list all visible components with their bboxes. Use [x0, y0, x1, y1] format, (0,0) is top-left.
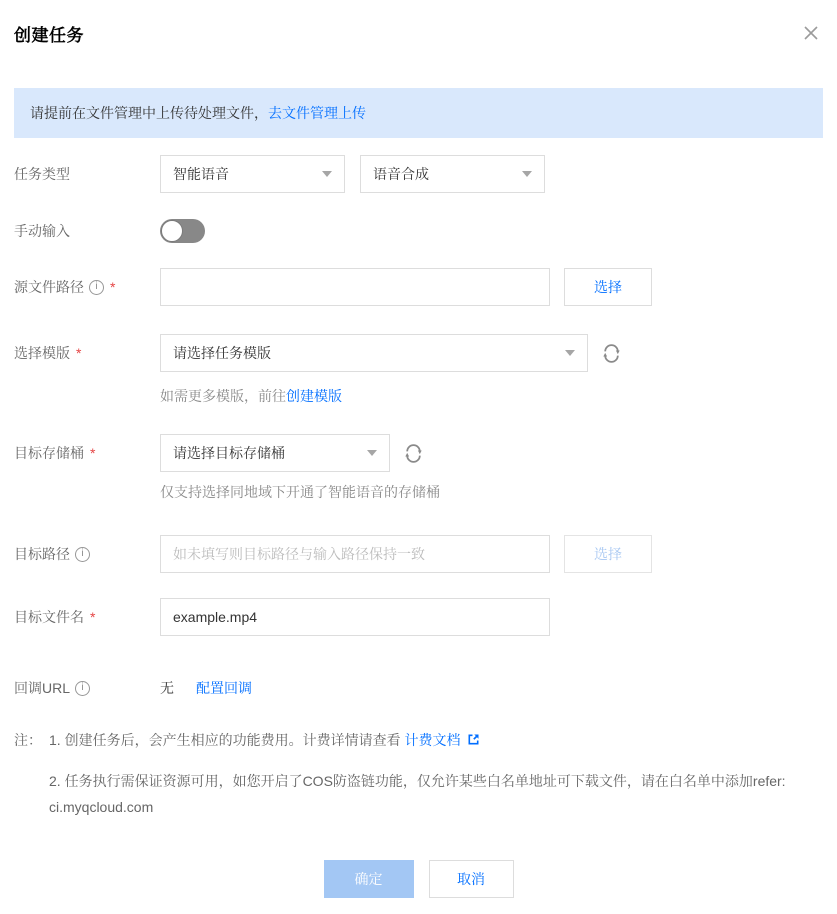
callback-url-value: 无 — [160, 680, 174, 696]
page-title: 创建任务 — [14, 26, 84, 45]
cancel-button[interactable]: 取消 — [429, 860, 514, 898]
note-billing: 1. 创建任务后，会产生相应的功能费用。计费详情请查看 计费文档 — [49, 729, 823, 752]
note-cos-referer: 2. 任务执行需保证资源可用，如您开启了COS防盗链功能，仅允许某些白名单地址可下载文件，请在白名单中添加refer: ci.myqcloud.com — [49, 773, 786, 815]
template-select-value: 请选择任务模版 — [173, 345, 271, 361]
billing-doc-link[interactable]: 计费文档 — [404, 732, 461, 748]
target-bucket-row — [14, 434, 823, 502]
template-select[interactable] — [160, 334, 588, 372]
toggle-knob — [161, 220, 183, 242]
info-icon[interactable]: i — [75, 547, 90, 562]
target-path-select-button[interactable]: 选择 — [564, 535, 652, 573]
dialog-footer — [14, 860, 823, 898]
manual-input-toggle[interactable] — [160, 219, 205, 243]
chevron-down-icon — [367, 450, 377, 456]
task-type-row — [14, 155, 823, 193]
template-label: 选择模版 * — [14, 345, 82, 361]
info-icon[interactable]: i — [75, 681, 90, 696]
upload-notice-banner — [14, 88, 823, 138]
target-path-input[interactable] — [160, 535, 550, 573]
required-mark: * — [90, 609, 96, 625]
task-category-select[interactable] — [160, 155, 345, 193]
manual-input-label: 手动输入 — [14, 223, 70, 239]
notes-section — [14, 729, 823, 820]
configure-callback-link[interactable]: 配置回调 — [196, 680, 252, 696]
banner-text: 请提前在文件管理中上传待处理文件， — [30, 105, 268, 121]
callback-url-label: 回调URL i — [14, 678, 160, 698]
chevron-down-icon — [522, 171, 532, 177]
task-type-label: 任务类型 — [14, 166, 70, 182]
create-template-link[interactable]: 创建模版 — [286, 388, 342, 404]
dialog-header — [14, 0, 823, 46]
target-filename-row — [14, 598, 823, 636]
template-hint: 如需更多模版，前往创建模版 — [160, 388, 342, 404]
external-link-icon[interactable] — [463, 733, 480, 749]
manual-input-row — [14, 219, 823, 243]
source-path-select-button[interactable]: 选择 — [564, 268, 652, 306]
task-category-value: 智能语音 — [173, 166, 229, 182]
required-mark: * — [110, 279, 116, 295]
refresh-icon[interactable] — [403, 443, 424, 464]
target-path-label: 目标路径 i — [14, 544, 160, 564]
notes-prefix: 注： — [14, 732, 42, 748]
chevron-down-icon — [565, 350, 575, 356]
go-file-manage-upload-link[interactable]: 去文件管理上传 — [268, 105, 366, 121]
required-mark: * — [90, 445, 96, 461]
target-bucket-select-value: 请选择目标存储桶 — [173, 445, 285, 461]
info-icon[interactable]: i — [89, 280, 104, 295]
target-path-row — [14, 535, 823, 573]
required-mark: * — [76, 345, 82, 361]
chevron-down-icon — [322, 171, 332, 177]
callback-url-row — [14, 678, 823, 698]
close-icon[interactable] — [803, 25, 819, 41]
target-bucket-hint: 仅支持选择同地域下开通了智能语音的存储桶 — [160, 484, 440, 500]
confirm-button[interactable]: 确定 — [324, 860, 414, 898]
refresh-icon[interactable] — [601, 343, 622, 364]
target-bucket-label: 目标存储桶 * — [14, 445, 96, 461]
source-path-label: 源文件路径 i * — [14, 279, 116, 295]
target-filename-input[interactable] — [160, 598, 550, 636]
target-filename-label: 目标文件名 * — [14, 609, 96, 625]
source-path-row — [14, 268, 823, 306]
target-bucket-select[interactable] — [160, 434, 390, 472]
task-subtype-value: 语音合成 — [373, 166, 429, 182]
source-path-input[interactable] — [160, 268, 550, 306]
task-subtype-select[interactable] — [360, 155, 545, 193]
template-row — [14, 334, 823, 406]
